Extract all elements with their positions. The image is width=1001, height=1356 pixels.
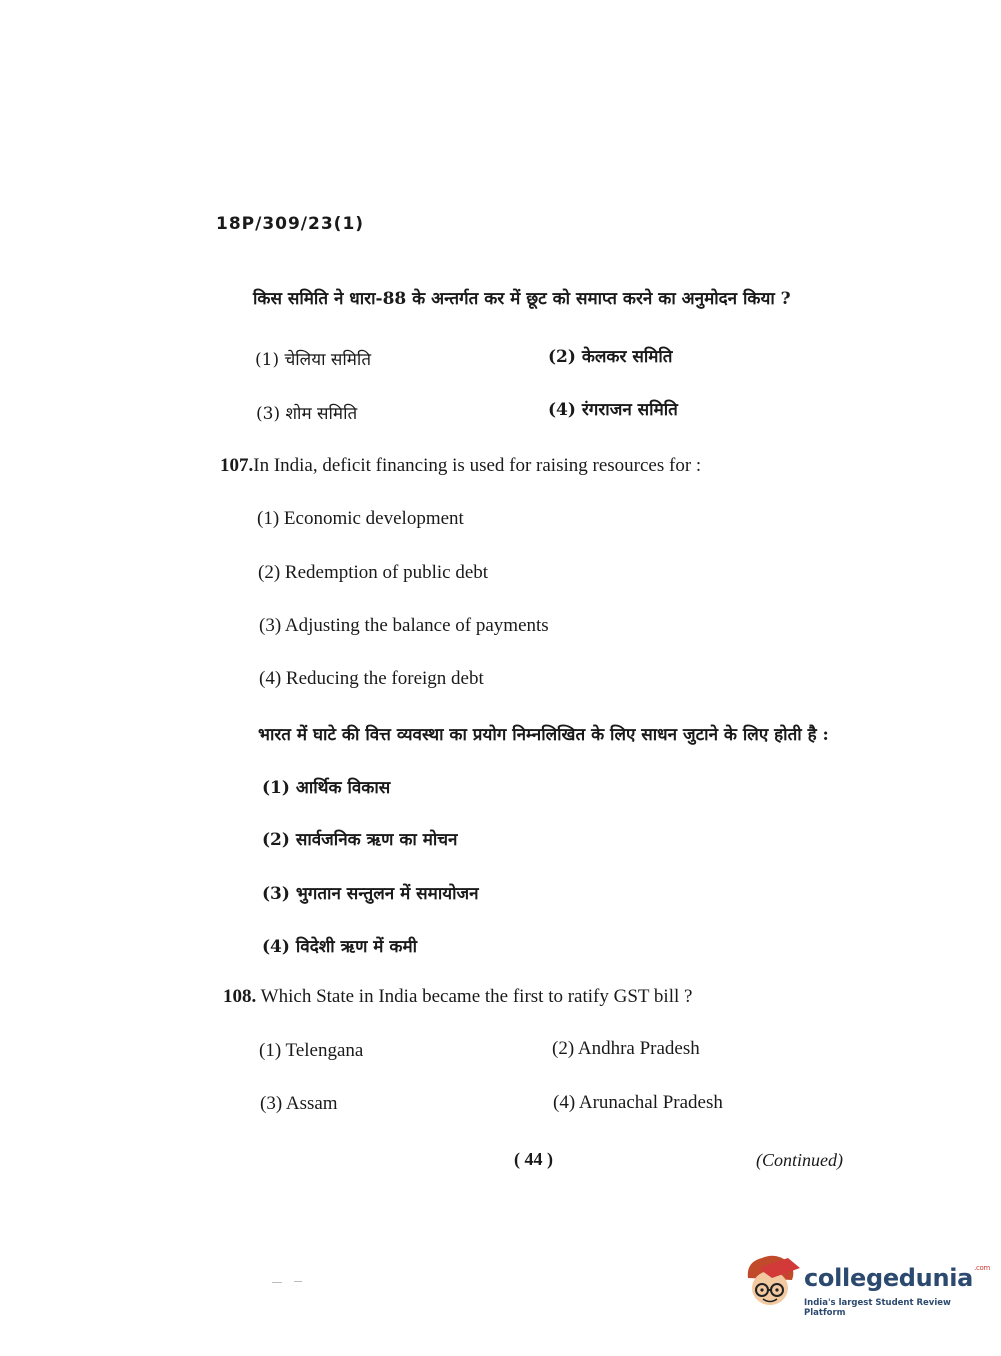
q107-option-1: (1) Economic development bbox=[257, 508, 464, 529]
question-108 bbox=[223, 986, 692, 1008]
q107-hindi-option-2: (2) सार्वजनिक ऋण का मोचन bbox=[262, 830, 458, 850]
q106-option-1: (1) चेलिया समिति bbox=[255, 350, 372, 370]
q108-option-1: (1) Telengana bbox=[259, 1040, 364, 1061]
q108-option-3: (3) Assam bbox=[260, 1093, 338, 1114]
q107-option-2: (2) Redemption of public debt bbox=[258, 562, 489, 583]
question-number: 107. bbox=[220, 455, 254, 476]
question-107 bbox=[220, 455, 701, 477]
q107-hindi-option-3: (3) भुगतान सन्तुलन में समायोजन bbox=[262, 884, 479, 904]
q107-option-3: (3) Adjusting the balance of payments bbox=[259, 615, 549, 636]
q108-option-4: (4) Arunachal Pradesh bbox=[553, 1092, 723, 1113]
q106-option-4: (4) रंगराजन समिति bbox=[548, 400, 678, 420]
scan-mark bbox=[294, 1281, 302, 1282]
q107-hindi-question: भारत में घाटे की वित्त व्यवस्था का प्रयोग निम्नलिखित के लिए साधन जुटाने के लिए होती है : bbox=[258, 725, 829, 745]
logo-wordmark: collegedunia$^{.com}$ bbox=[804, 1264, 991, 1292]
q106-hindi-question: किस समिति ने धारा-88 के अन्तर्गत कर में छूट को समाप्त करने का अनुमोदन किया ? bbox=[253, 289, 791, 309]
page-number: ( 44 ) bbox=[514, 1149, 553, 1169]
q107-option-4: (4) Reducing the foreign debt bbox=[259, 668, 484, 689]
q107-hindi-option-4: (4) विदेशी ऋण में कमी bbox=[262, 937, 418, 957]
scan-mark bbox=[272, 1282, 282, 1283]
q107-hindi-option-1: (1) आर्थिक विकास bbox=[262, 778, 391, 798]
mascot-icon bbox=[742, 1250, 802, 1320]
question-text: In India, deficit financing is used for raising resources for : bbox=[253, 455, 702, 476]
paper-code: 18P/309/23(1) bbox=[216, 214, 365, 234]
q106-option-3: (3) शोम समिति bbox=[256, 404, 358, 424]
collegedunia-logo bbox=[742, 1250, 991, 1320]
q106-option-2: (2) केलकर समिति bbox=[548, 347, 673, 367]
question-text: Which State in India became the first to ratify GST bill ? bbox=[260, 986, 693, 1007]
continued-label: (Continued) bbox=[756, 1150, 843, 1170]
logo-tagline: India's largest Student Review Platform bbox=[804, 1298, 951, 1318]
question-number: 108. bbox=[223, 986, 257, 1007]
q108-option-2: (2) Andhra Pradesh bbox=[552, 1038, 700, 1059]
